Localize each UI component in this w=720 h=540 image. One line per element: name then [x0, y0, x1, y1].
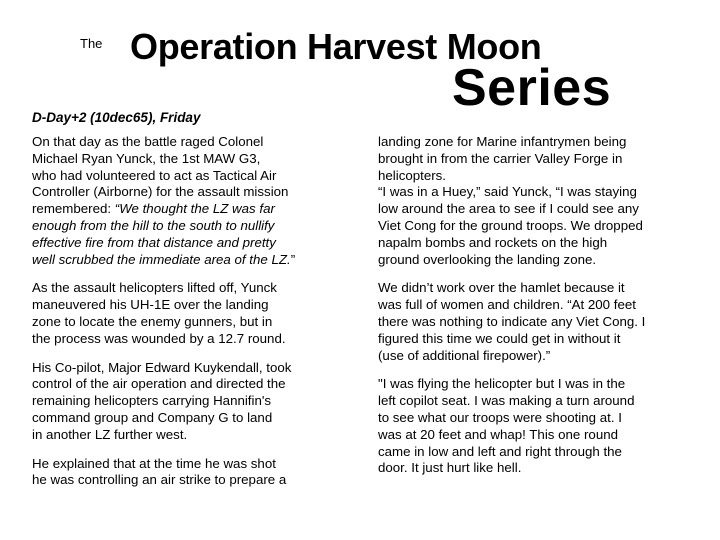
text-line: Viet Cong for the ground troops. We dropped	[378, 217, 643, 233]
text-line: he was controlling an air strike to prepare a	[32, 472, 287, 488]
text-line: came in low and left and right through the	[378, 443, 622, 459]
text-line: landing zone for Marine infantrymen being	[378, 134, 627, 149]
series-label: Series	[452, 59, 612, 117]
text-line: remaining helicopters carrying Hannifin's	[32, 393, 272, 409]
text-line: napalm bombs and rockets on the high	[378, 234, 608, 250]
paragraph	[32, 456, 358, 490]
text-line: door. It just hurt like hell.	[378, 460, 522, 476]
text-line: figured this time we could get in without it	[378, 330, 621, 346]
text-line: As the assault helicopters lifted off, Yunck	[32, 280, 277, 296]
right-column	[378, 134, 710, 489]
text-line: to see what our troops were shooting at. I	[378, 409, 622, 425]
paragraph	[32, 280, 358, 347]
paragraph	[32, 134, 358, 268]
text-line: brought in from the carrier Valley Forge in	[378, 150, 623, 166]
text-line: maneuvered his UH-1E over the landing	[32, 297, 269, 313]
quote-line: effective fire from that distance and pretty	[32, 234, 276, 250]
paragraph	[378, 280, 710, 364]
text-line: (use of additional firepower).”	[378, 347, 551, 363]
text-line: He explained that at the time he was shot	[32, 455, 276, 471]
quote-line: enough from the hill to the south to nullify	[32, 217, 275, 233]
text-line: who had volunteered to act as Tactical Air	[32, 167, 277, 183]
text-line: there was nothing to indicate any Viet Cong. I	[378, 313, 646, 329]
text-line	[32, 252, 358, 269]
text-line: His Co-pilot, Major Edward Kuykendall, took	[32, 359, 292, 375]
text-line: command group and Company G to land	[32, 409, 273, 425]
quote-run: well scrubbed the immediate area of the LZ.	[32, 251, 291, 267]
text-line: was full of women and children. “At 200 feet	[378, 297, 636, 313]
title-prefix: The	[80, 36, 103, 51]
text-line: control of the air operation and directed the	[32, 376, 286, 392]
text-line: zone to locate the enemy gunners, but in	[32, 313, 273, 329]
text-run: ”	[290, 251, 296, 267]
text-line: Controller (Airborne) for the assault mission	[32, 184, 289, 200]
dateline: D-Day+2 (10dec65), Friday	[32, 110, 201, 125]
text-line: On that day as the battle raged Colonel	[32, 134, 264, 149]
text-run: remembered:	[32, 201, 115, 217]
text-line: in another LZ further west.	[32, 426, 188, 442]
quote-run: “We thought the LZ was far	[114, 201, 275, 217]
text-line: We didn’t work over the hamlet because it	[378, 280, 625, 296]
text-line: the process was wounded by a 12.7 round.	[32, 330, 286, 346]
text-line: low around the area to see if I could see any	[378, 201, 639, 217]
page-title: Operation Harvest Moon	[130, 26, 542, 67]
text-line: was at 20 feet and whap! This one round	[378, 426, 618, 442]
text-line: left copilot seat. I was making a turn around	[378, 393, 635, 409]
text-line	[32, 201, 358, 218]
text-line: ground overlooking the landing zone.	[378, 251, 597, 267]
text-line: helicopters.	[378, 167, 446, 183]
text-line: "I was flying the helicopter but I was in the	[378, 376, 626, 392]
paragraph	[378, 376, 710, 477]
left-column	[32, 134, 358, 501]
text-line: “I was in a Huey,” said Yunck, “I was staying	[378, 184, 637, 200]
text-line: Michael Ryan Yunck, the 1st MAW G3,	[32, 150, 261, 166]
paragraph	[378, 134, 710, 268]
paragraph	[32, 360, 358, 444]
